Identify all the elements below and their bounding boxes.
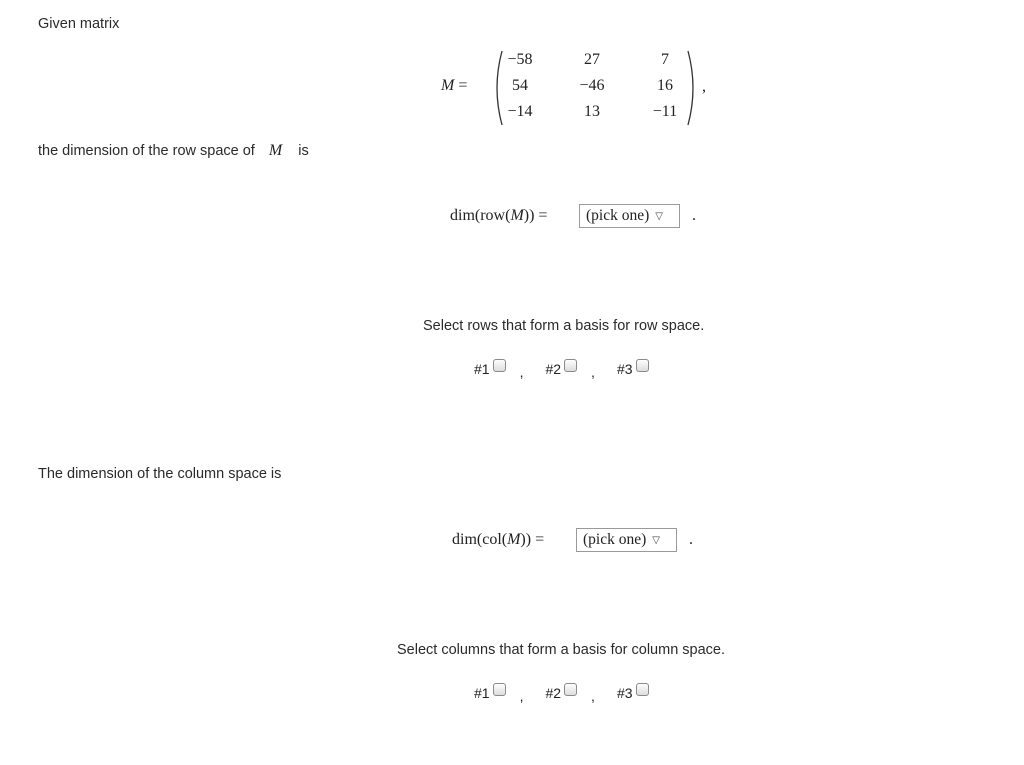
matrix-cell: −14 (507, 103, 533, 120)
matrix-trailing-comma: , (702, 78, 706, 95)
col-option-label: #1 (474, 685, 490, 701)
matrix (490, 46, 760, 128)
comma: , (591, 688, 595, 704)
row-option-label: #2 (545, 361, 562, 377)
col-basis-options (474, 685, 649, 704)
col-option-3-checkbox[interactable] (636, 683, 649, 696)
dim-row-select[interactable] (579, 204, 680, 228)
comma: , (591, 364, 595, 380)
dim-col-var: M (507, 531, 521, 548)
col-space-prompt: The dimension of the column space is (38, 466, 282, 482)
matrix-equals: = (458, 77, 468, 94)
row-option-label: #1 (474, 361, 490, 377)
dim-row-period: . (692, 207, 696, 224)
matrix-cell: 13 (584, 103, 600, 120)
dim-col-suffix: )) = (520, 531, 545, 548)
dim-col-prefix: dim(col( (452, 531, 508, 548)
matrix-cell: −58 (507, 51, 533, 68)
col-option-label: #2 (545, 685, 562, 701)
row-basis-options (474, 361, 649, 380)
intro-label: Given matrix (38, 16, 120, 32)
row-option-label: #3 (616, 361, 633, 377)
matrix-cell: 54 (512, 77, 528, 94)
matrix-cell: −11 (652, 103, 678, 120)
row-option-1-checkbox[interactable] (493, 359, 506, 372)
row-option-3-checkbox[interactable] (636, 359, 649, 372)
matrix-cell: 7 (661, 51, 669, 68)
row-space-prompt-var: M (268, 142, 283, 159)
row-basis-prompt: Select rows that form a basis for row space. (423, 318, 705, 334)
row-space-prompt-text: the dimension of the row space of (38, 143, 255, 159)
matrix-cell: 27 (584, 51, 600, 68)
dim-row-var: M (510, 207, 524, 224)
dim-row-label (450, 207, 547, 225)
matrix-cell: 16 (657, 77, 673, 94)
comma: , (519, 688, 524, 704)
dim-col-select[interactable] (576, 528, 677, 552)
dim-col-label (452, 531, 544, 549)
dim-col-period: . (689, 531, 693, 548)
dim-row-suffix: )) = (523, 207, 548, 224)
dropdown-arrow-icon: ▽ (652, 534, 660, 546)
row-option-2-checkbox[interactable] (564, 359, 577, 372)
matrix-name (441, 77, 467, 95)
col-option-1-checkbox[interactable] (493, 683, 506, 696)
row-space-prompt (38, 142, 309, 160)
comma: , (519, 364, 524, 380)
col-option-2-checkbox[interactable] (564, 683, 577, 696)
row-space-prompt-after: is (298, 143, 309, 159)
right-paren-icon (686, 50, 700, 126)
dim-row-select-value: (pick one) (586, 207, 650, 224)
dim-col-select-value: (pick one) (583, 531, 647, 548)
dim-row-prefix: dim(row( (450, 207, 511, 224)
col-basis-prompt: Select columns that form a basis for column space. (397, 642, 726, 658)
col-option-label: #3 (616, 685, 633, 701)
matrix-cell: −46 (579, 77, 605, 94)
dropdown-arrow-icon: ▽ (655, 210, 663, 222)
matrix-var: M (441, 77, 455, 94)
